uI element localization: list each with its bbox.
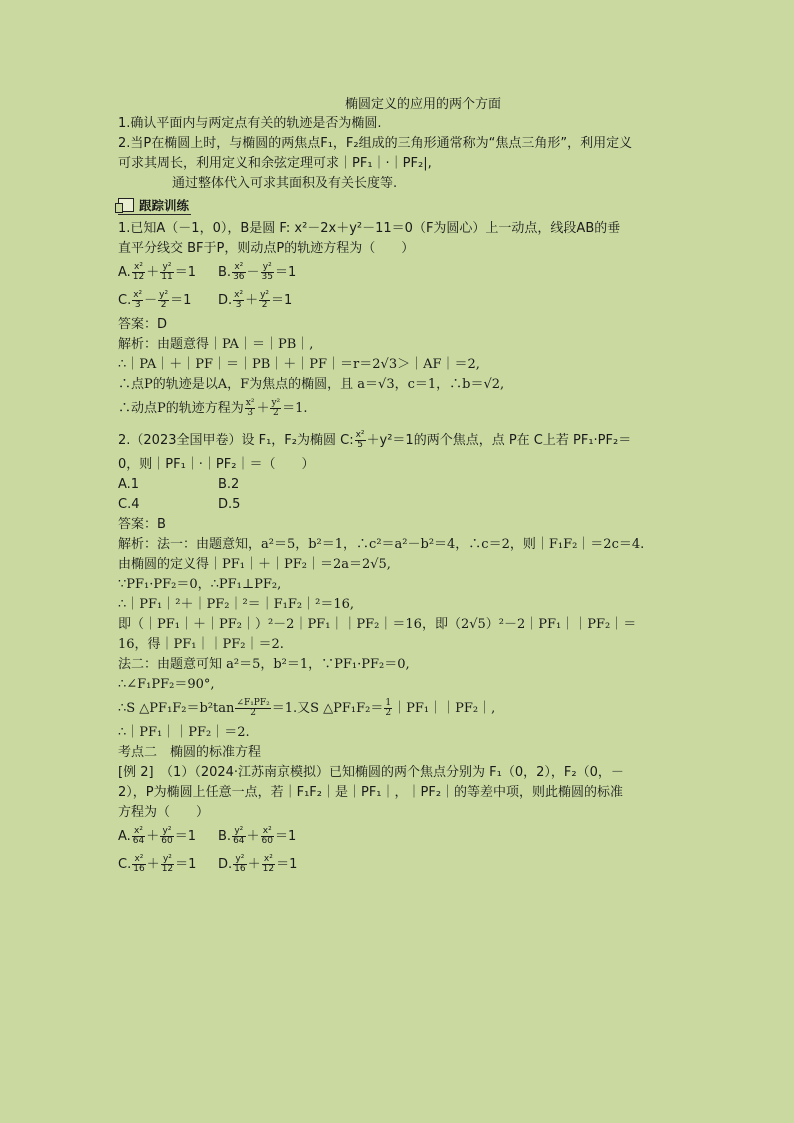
q2-solution-line-1: 解析：法一：由题意知，a²＝5，b²＝1，∴c²＝a²－b²＝4，∴c＝2，则｜F₁F₂｜＝2c＝4.: [118, 537, 645, 552]
page-title: 椭圆定义的应用的两个方面: [344, 97, 501, 112]
q2-stem-line-2: 0，则｜PF₁｜·｜PF₂｜＝（ ）: [118, 457, 315, 472]
kaodian-heading: 考点二 椭圆的标准方程: [118, 745, 262, 760]
section-tag-icon: [118, 198, 134, 212]
intro-point-2: 2.当P在椭圆上时，与椭圆的两焦点F₁，F₂组成的三角形通常称为“焦点三角形”，利用定义: [118, 136, 633, 151]
section-tag-label: 跟踪训练: [139, 198, 190, 213]
q2-option-c: C.4: [118, 497, 140, 512]
q2-options-row-2: [118, 495, 678, 515]
q2-solution-line-8: ∴∠F₁PF₂＝90°,: [118, 677, 215, 692]
q2-options-row-1: [118, 475, 678, 495]
q1-answer: 答案：D: [118, 317, 168, 332]
q1-stem-line-2: 直平分线交 BF于P，则动点P的轨迹方程为（ ）: [118, 241, 415, 256]
q1-options-row-2: [118, 287, 678, 315]
q2-solution-line-3: ∵PF₁·PF₂＝0，∴PF₁⊥PF₂,: [118, 577, 282, 592]
q2-option-b: B.2: [218, 477, 240, 492]
q2-option-a: A.1: [118, 477, 140, 492]
ex2-options-row-2: [118, 851, 678, 879]
q2-solution-line-7: 法二：由题意可知 a²＝5，b²＝1，∵PF₁·PF₂＝0,: [118, 657, 410, 672]
q1-option-c: C. $\frac{\text{x²}}{3}$ － $\frac{\text{y²}}{2}$ ＝1: [118, 290, 192, 310]
q2-solution-line-10: ∴｜PF₁｜｜PF₂｜＝2.: [118, 725, 250, 740]
ex2-stem-line-3: 方程为（ ）: [118, 805, 210, 820]
intro-point-2-cont: 可求其周长，利用定义和余弦定理可求｜PF₁｜·｜PF₂|,: [118, 156, 432, 171]
q1-options-row-1: [118, 259, 678, 287]
intro-point-2-end: 通过整体代入可求其面积及有关长度等.: [172, 176, 398, 191]
q2-solution-line-4: ∴｜PF₁｜²＋｜PF₂｜²＝｜F₁F₂｜²＝16,: [118, 597, 354, 612]
q2-solution-line-6: 16，得｜PF₁｜｜PF₂｜＝2.: [118, 637, 284, 652]
q1-option-b: B. $\frac{\text{x²}}{36}$ － $\frac{\text{y²}}{35}$ ＝1: [218, 262, 297, 282]
ex2-option-b: B. $\frac{\text{y²}}{64}$ ＋ $\frac{\text{x²}}{60}$ ＝1: [218, 826, 297, 846]
ex2-option-c: C. $\frac{\text{x²}}{16}$ ＋ $\frac{\text{y²}}{12}$ ＝1: [118, 854, 197, 874]
ex2-option-d: D. $\frac{\text{y²}}{16}$ ＋ $\frac{\text{x²}}{12}$ ＝1: [218, 854, 298, 874]
q2-solution-line-2: 由椭圆的定义得｜PF₁｜＋｜PF₂｜＝2a＝2√5,: [118, 557, 391, 572]
q2-option-d: D.5: [218, 497, 241, 512]
q1-solution-line-1: 解析：由题意得｜PA｜＝｜PB｜,: [118, 337, 314, 352]
q2-answer: 答案：B: [118, 517, 166, 532]
ex2-options-row-1: [118, 823, 678, 851]
q1-option-d: D. $\frac{\text{x²}}{3}$ ＋ $\frac{\text{y²}}{2}$ ＝1: [218, 290, 293, 310]
ex2-option-a: A. $\frac{\text{x²}}{64}$ ＋ $\frac{\text{y²}}{60}$ ＝1: [118, 826, 196, 846]
q1-option-a: A. $\frac{\text{x²}}{12}$ ＋ $\frac{\text{y²}}{11}$ ＝1: [118, 262, 196, 282]
q1-stem-line-1: 1.已知A（－1，0），B是圆 F: x²－2x＋y²－11＝0（F为圆心）上一动点，线段AB的垂: [118, 221, 621, 236]
q1-solution-line-2: ∴｜PA｜＋｜PF｜＝｜PB｜＋｜PF｜＝r＝2√3＞｜AF｜＝2,: [118, 357, 480, 372]
document-body: [118, 96, 678, 879]
q1-solution-line-3: ∴点P的轨迹是以A，F为焦点的椭圆，且 a＝√3，c＝1，∴b＝√2,: [118, 377, 505, 392]
q1-solution-line-4: ∴动点P的轨迹方程为 $\frac{\text{x²}}{3}$ ＋ $\frac{\text{y²}}{2}$ ＝1.: [118, 398, 308, 418]
q2-solution-line-5: 即（｜PF₁｜＋｜PF₂｜）²－2｜PF₁｜｜PF₂｜＝16，即（2√5）²－2｜PF₁｜｜PF₂｜＝: [118, 617, 637, 632]
section-tag: [118, 196, 191, 215]
q2-stem-line-1: 2.（2023全国甲卷）设 F₁，F₂为椭圆 C: $\frac{\text{x²}}{5}$ ＋y²＝1的两个焦点，点 P在 C上若 PF₁·PF₂＝: [118, 430, 632, 450]
intro-point-1: 1.确认平面内与两定点有关的轨迹是否为椭圆.: [118, 116, 382, 131]
q2-solution-line-9: ∴S △PF₁F₂＝b²tan $\frac{\text{∠F₁PF₂}}{2}$ ＝1.又S △PF₁F₂＝ $\frac{1}{2}$ ｜PF₁｜｜PF₂｜,: [118, 698, 496, 718]
ex2-stem-line-2: 2），P为椭圆上任意一点，若｜F₁F₂｜是｜PF₁｜，｜PF₂｜的等差中项，则此椭圆的标准: [118, 785, 624, 800]
ex2-stem-line-1: [例 2] （1）（2024·江苏南京模拟）已知椭圆的两个焦点分别为 F₁（0，2），F₂（0，－: [118, 765, 624, 780]
